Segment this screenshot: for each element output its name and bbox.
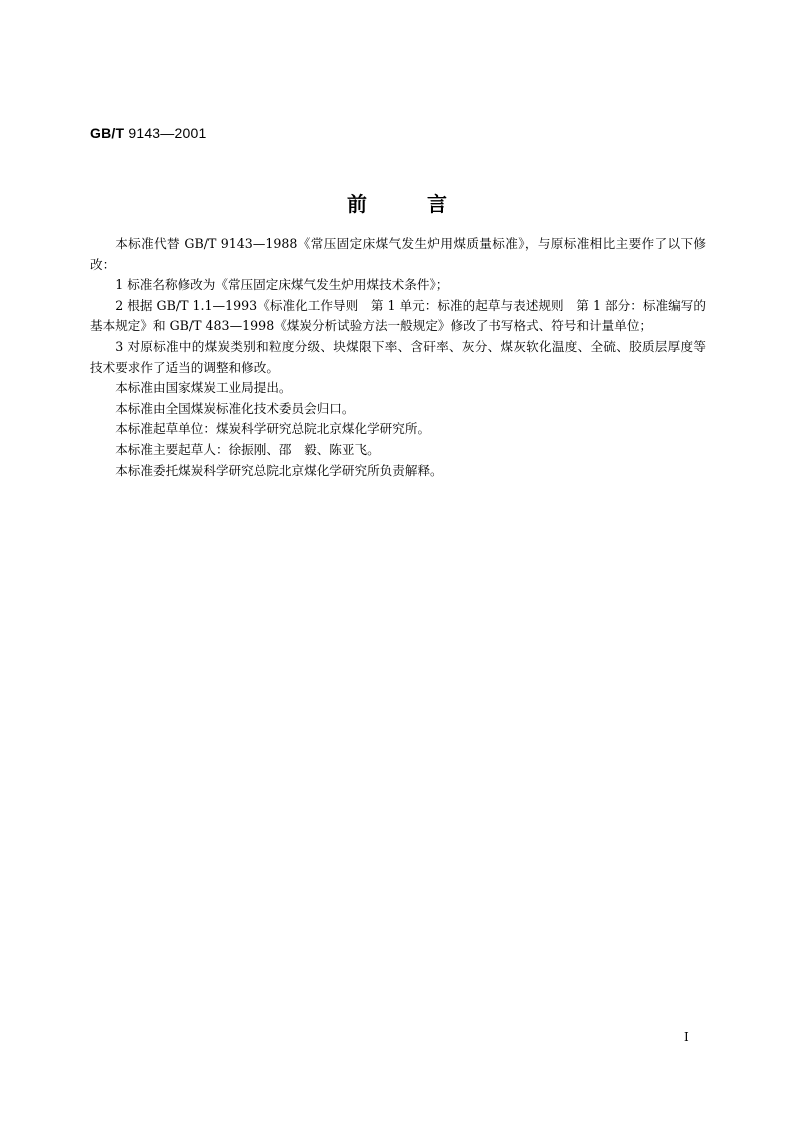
standard-prefix: GB/T [90, 125, 125, 141]
foreword-body [90, 234, 706, 481]
standard-number: 9143—2001 [128, 125, 207, 141]
paragraph-interpretation: 本标准委托煤炭科学研究总院北京煤化学研究所负责解释。 [115, 462, 443, 478]
paragraph-proposer: 本标准由国家煤炭工业局提出。 [115, 380, 292, 396]
standard-code [90, 125, 206, 141]
paragraph-intro: 本标准代替 GB/T 9143—1988《常压固定床煤气发生炉用煤质量标准》，与原标准相比主要作了以下修改： [90, 236, 706, 272]
paragraph-item-2: 2 根据 GB/T 1.1—1993《标准化工作导则 第 1 单元：标准的起草与表述规则 第 1 部分：标准编写的基本规定》和 GB/T 483—1998《煤炭分析试验方法一般规定》修改了书写格式、符号和计量单位； [90, 297, 706, 334]
paragraph-drafting-unit: 本标准起草单位：煤炭科学研究总院北京煤化学研究所。 [115, 421, 431, 437]
page-title: 前言 [347, 192, 507, 216]
paragraph-drafters: 本标准主要起草人：徐振刚、邵 毅、陈亚飞。 [115, 441, 380, 457]
paragraph-item-1: 1 标准名称修改为《常压固定床煤气发生炉用煤技术条件》； [115, 277, 449, 293]
page-number: I [684, 1030, 689, 1044]
paragraph-committee: 本标准由全国煤炭标准化技术委员会归口。 [115, 400, 355, 416]
paragraph-item-3: 3 对原标准中的煤炭类别和粒度分级、块煤限下率、含矸率、灰分、煤灰软化温度、全硫、胶质层厚度等技术要求作了适当的调整和修改。 [90, 338, 706, 375]
